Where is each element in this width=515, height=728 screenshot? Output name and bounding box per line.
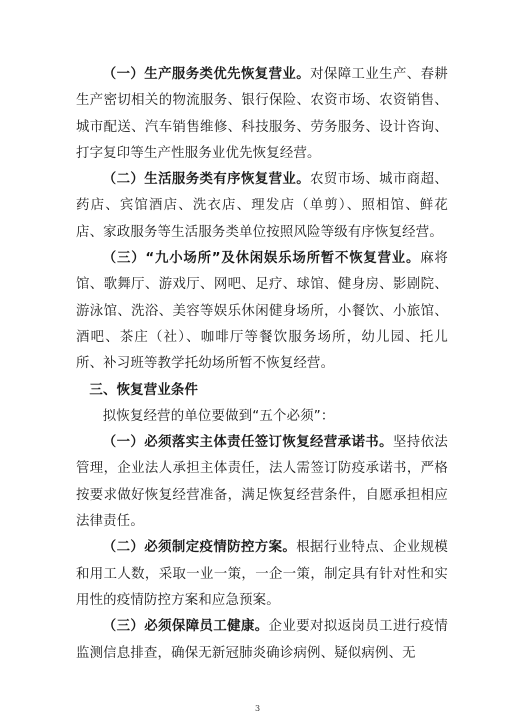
page-number: 3 [254,704,261,713]
condition-text: 企业要对拟返岗员工进行疫情监测信息排查，确保无新冠肺炎确诊病例、疑似病例、无 [76,619,448,661]
paragraph-production-services [76,62,448,167]
paragraph-lead: （二）生活服务类有序恢复营业。 [102,172,311,188]
paragraph-text: 农贸市场、城市商超、药店、宾馆酒店、洗衣店、理发店（单剪）、照相馆、鲜花店、家政服务等生活服务类单位按照风险等级有序恢复经营。 [76,172,449,240]
document-body [76,62,448,667]
condition-commitment [76,430,448,535]
condition-lead: （一）必须落实主体责任签订恢复经营承诺书。 [102,435,393,451]
section-heading: 三、恢复营业条件 [89,382,199,398]
condition-prevention-plan [76,535,448,614]
paragraph-text: 对保障工业生产、春耕生产密切相关的物流服务、银行保险、农资市场、农资销售、城市配送、汽车销售维修、科技服务、劳务服务、设计咨询、打字复印等生产性服务业优先恢复经营。 [76,67,449,161]
condition-lead: （三）必须保障员工健康。 [102,619,269,635]
condition-text: 坚持依法管理，企业法人承担主体责任，法人需签订防疫承诺书，严格按要求做好恢复经营准备，满足恢复经营条件，自愿承担相应法律责任。 [76,435,448,530]
paragraph-entertainment-venues [76,246,448,377]
paragraph-text: 麻将馆、歌舞厅、游戏厅、网吧、足疗、球馆、健身房、影剧院、游泳馆、洗浴、美容等娱乐休闲健身场所，小餐饮、小旅馆、酒吧、茶庄（社）、咖啡厅等餐饮服务场所，幼儿园、托儿所、补习班等教学托幼场所暂不恢复经营。 [76,251,448,372]
condition-employee-health [76,614,448,667]
paragraph-life-services [76,167,448,246]
paragraph-lead: （一）生产服务类优先恢复营业。 [102,67,311,82]
paragraph-lead: （三）“九小场所”及休闲娱乐场所暂不恢复营业。 [102,251,421,267]
condition-lead: （二）必须制定疫情防控方案。 [102,540,297,556]
condition-text: 根据行业特点、企业规模和用工人数，采取一业一策，一企一策，制定具有针对性和实用性的疫情防控方案和应急预案。 [76,540,448,608]
section-intro: 拟恢复经营的单位要做到“五个必须”： [102,408,335,424]
